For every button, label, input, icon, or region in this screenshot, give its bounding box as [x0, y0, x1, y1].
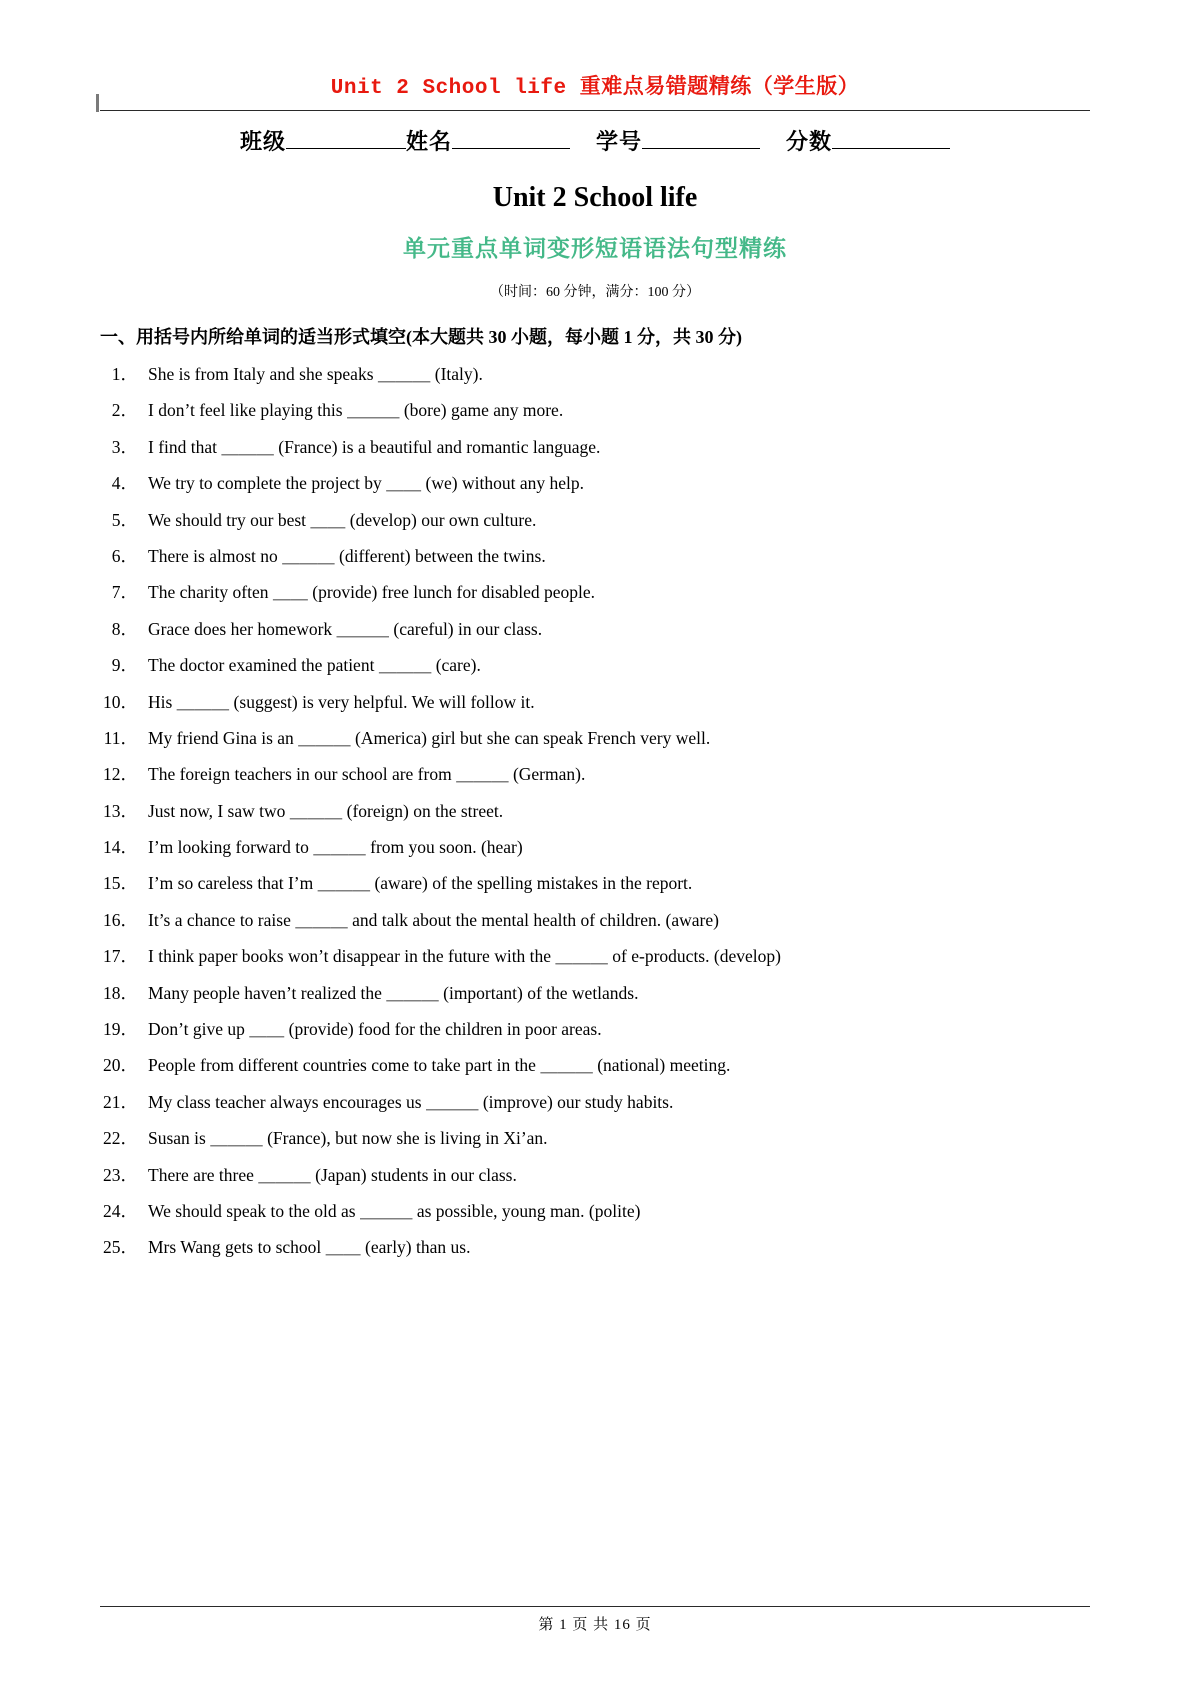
- name-blank[interactable]: [452, 148, 570, 149]
- class-blank[interactable]: [286, 148, 406, 149]
- question-number: 15．: [103, 873, 138, 894]
- score-blank[interactable]: [832, 148, 950, 149]
- question-text: Don’t give up ＿＿ (provide) food for the children in poor areas.: [148, 1019, 602, 1040]
- question-item: [100, 691, 1090, 713]
- page-subtitle: 单元重点单词变形短语语法句型精练: [403, 236, 787, 261]
- question-text: Mrs Wang gets to school ＿＿ (early) than us.: [148, 1237, 471, 1258]
- question-item: [100, 618, 1090, 640]
- question-item: [100, 800, 1090, 822]
- question-text: It’s a chance to raise ＿＿＿ and talk about the mental health of children. (aware): [148, 909, 719, 930]
- footer-divider: [100, 1606, 1090, 1607]
- question-number: 7．: [111, 582, 138, 603]
- question-text: Grace does her homework ＿＿＿ (careful) in our class.: [148, 618, 543, 639]
- question-text: The foreign teachers in our school are from ＿＿＿ (German).: [148, 764, 586, 785]
- question-item: [100, 472, 1090, 494]
- document-content: [100, 70, 1090, 1259]
- question-number: 5．: [111, 509, 138, 530]
- question-text: I don’t feel like playing this ＿＿＿ (bore) game any more.: [148, 400, 564, 421]
- question-number: 14．: [103, 837, 138, 858]
- question-item: [100, 945, 1090, 967]
- question-number: 24．: [103, 1200, 138, 1221]
- question-item: [100, 1127, 1090, 1149]
- question-list: [100, 363, 1090, 1259]
- question-item: [100, 1018, 1090, 1040]
- question-text: Susan is ＿＿＿ (France), but now she is living in Xi’an.: [148, 1128, 548, 1149]
- question-item: [100, 1164, 1090, 1186]
- question-item: [100, 399, 1090, 421]
- question-item: [100, 872, 1090, 894]
- question-text: The charity often ＿＿ (provide) free lunch for disabled people.: [148, 582, 596, 603]
- question-item: [100, 654, 1090, 676]
- question-item: [100, 581, 1090, 603]
- header-divider: [100, 110, 1090, 111]
- student-id-blank[interactable]: [642, 148, 760, 149]
- student-id-label: 学号: [596, 129, 643, 154]
- question-number: 23．: [103, 1164, 138, 1185]
- question-text: I find that ＿＿＿ (France) is a beautiful and romantic language.: [148, 436, 601, 457]
- question-text: Many people haven’t realized the ＿＿＿ (important) of the wetlands.: [148, 982, 639, 1003]
- score-label: 分数: [786, 129, 833, 154]
- question-item: [100, 1054, 1090, 1076]
- question-item: [100, 727, 1090, 749]
- header-banner: Unit 2 School life 重难点易错题精练（学生版）: [330, 77, 860, 100]
- question-text: I’m so careless that I’m ＿＿＿ (aware) of the spelling mistakes in the report.: [148, 873, 693, 894]
- question-number: 19．: [103, 1019, 138, 1040]
- student-info-line: [100, 125, 1090, 156]
- question-text: Just now, I saw two ＿＿＿ (foreign) on the street.: [148, 800, 504, 821]
- question-text: We try to complete the project by ＿＿ (we) without any help.: [148, 473, 584, 494]
- question-item: [100, 1200, 1090, 1222]
- question-text: His ＿＿＿ (suggest) is very helpful. We will follow it.: [148, 691, 535, 712]
- question-number: 16．: [103, 909, 138, 930]
- question-number: 20．: [103, 1055, 138, 1076]
- question-text: I think paper books won’t disappear in the future with the ＿＿＿ of e-products. (develop): [148, 946, 781, 967]
- question-text: There are three ＿＿＿ (Japan) students in our class.: [148, 1164, 517, 1185]
- question-text: My friend Gina is an ＿＿＿ (America) girl but she can speak French very well.: [148, 727, 711, 748]
- question-number: 4．: [111, 473, 138, 494]
- question-number: 9．: [111, 655, 138, 676]
- page-number: 第 1 页 共 16 页: [538, 1617, 652, 1633]
- question-text: The doctor examined the patient ＿＿＿ (care).: [148, 655, 481, 676]
- question-item: [100, 982, 1090, 1004]
- question-text: I’m looking forward to ＿＿＿ from you soon. (hear): [148, 837, 523, 858]
- question-number: 2．: [111, 400, 138, 421]
- question-item: [100, 1236, 1090, 1258]
- question-item: [100, 836, 1090, 858]
- question-number: 8．: [111, 618, 138, 639]
- exam-meta: （时间：60 分钟，满分：100 分）: [490, 285, 700, 300]
- question-number: 22．: [103, 1128, 138, 1149]
- question-number: 6．: [111, 545, 138, 566]
- question-number: 10．: [103, 691, 138, 712]
- question-text: My class teacher always encourages us ＿＿＿ (improve) our study habits.: [148, 1091, 674, 1112]
- margin-mark: [96, 94, 99, 112]
- section-heading: 一、用括号内所给单词的适当形式填空(本大题共 30 小题，每小题 1 分，共 30 分): [100, 327, 742, 347]
- question-item: [100, 436, 1090, 458]
- question-item: [100, 1091, 1090, 1113]
- question-item: [100, 763, 1090, 785]
- question-number: 25．: [103, 1237, 138, 1258]
- page-footer: [100, 1606, 1090, 1634]
- question-text: We should speak to the old as ＿＿＿ as possible, young man. (polite): [148, 1200, 641, 1221]
- question-text: There is almost no ＿＿＿ (different) between the twins.: [148, 545, 546, 566]
- question-text: She is from Italy and she speaks ＿＿＿ (Italy).: [148, 364, 483, 384]
- question-item: [100, 909, 1090, 931]
- question-number: 11．: [103, 727, 138, 748]
- question-number: 13．: [103, 800, 138, 821]
- class-label: 班级: [239, 129, 286, 154]
- name-label: 姓名: [405, 129, 452, 154]
- question-number: 1．: [111, 364, 138, 384]
- question-item: [100, 545, 1090, 567]
- question-number: 17．: [103, 946, 138, 967]
- question-item: [100, 509, 1090, 531]
- question-item: [100, 363, 1090, 385]
- question-number: 3．: [111, 436, 138, 457]
- question-text: People from different countries come to take part in the ＿＿＿ (national) meeting.: [148, 1055, 731, 1076]
- page-title: Unit 2 School life: [492, 182, 698, 213]
- question-number: 18．: [103, 982, 138, 1003]
- question-number: 12．: [103, 764, 138, 785]
- question-number: 21．: [103, 1091, 138, 1112]
- question-text: We should try our best ＿＿ (develop) our own culture.: [148, 509, 537, 530]
